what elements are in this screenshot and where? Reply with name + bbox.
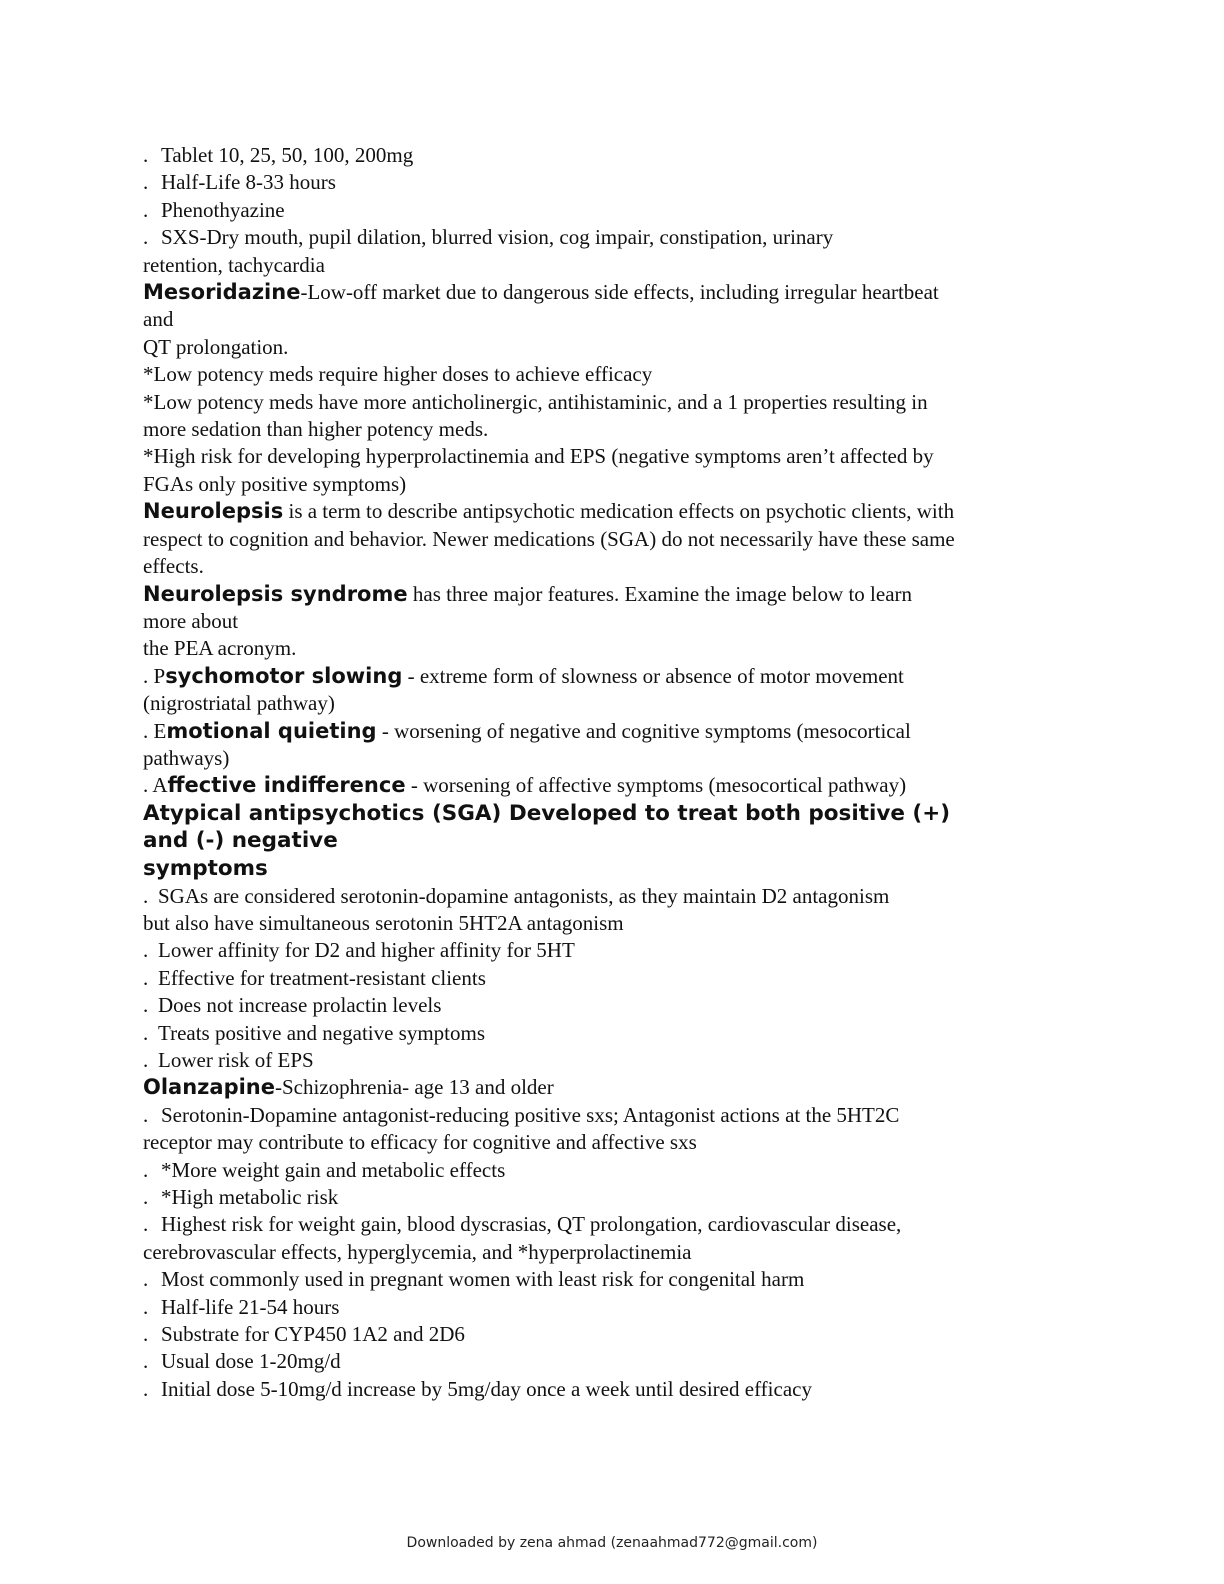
list-item-continuation: cerebrovascular effects, hyperglycemia, and *hyperprolactinemia bbox=[143, 1239, 692, 1264]
note-line: *Low potency meds have more anticholinergic, antihistaminic, and a 1 properties resulting in bbox=[143, 389, 928, 414]
list-item: . Highest risk for weight gain, blood dyscrasias, QT prolongation, cardiovascular disease, bbox=[143, 1212, 902, 1237]
sga-heading-line: and (-) negative bbox=[143, 828, 338, 854]
list-item-continuation: but also have simultaneous serotonin 5HT2A antagonism bbox=[143, 910, 624, 935]
paragraph-line: and bbox=[143, 307, 174, 332]
note-line: more sedation than higher potency meds. bbox=[143, 417, 489, 442]
note-line: *Low potency meds require higher doses to achieve efficacy bbox=[143, 362, 653, 387]
drug-term: Mesoridazine bbox=[143, 280, 301, 305]
list-item-continuation: receptor may contribute to efficacy for cognitive and affective sxs bbox=[143, 1130, 697, 1155]
sga-heading-line: symptoms bbox=[143, 855, 268, 881]
list-item: . SGAs are considered serotonin-dopamine antagonists, as they maintain D2 antagonism bbox=[143, 883, 890, 908]
drug-term: Olanzapine bbox=[143, 1075, 275, 1100]
list-item: . Serotonin-Dopamine antagonist-reducing positive sxs; Antagonist actions at the 5HT2C bbox=[143, 1102, 900, 1127]
olanzapine-paragraph: Olanzapine-Schizophrenia- age 13 and older bbox=[143, 1075, 554, 1100]
list-item: . Phenothyazine bbox=[143, 197, 285, 222]
document-body bbox=[143, 142, 1083, 1403]
term: Neurolepsis bbox=[143, 499, 284, 524]
list-item: . Substrate for CYP450 1A2 and 2D6 bbox=[143, 1322, 465, 1347]
pea-item-p: . Psychomotor slowing - extreme form of slowness or absence of motor movement bbox=[143, 663, 904, 688]
list-item: . Half-life 21-54 hours bbox=[143, 1294, 340, 1319]
list-item: . Most commonly used in pregnant women with least risk for congenital harm bbox=[143, 1267, 805, 1292]
paragraph-line: more about bbox=[143, 608, 239, 633]
note-line: FGAs only positive symptoms) bbox=[143, 471, 407, 496]
pea-item-e: . Emotional quieting - worsening of negative and cognitive symptoms (mesocortical bbox=[143, 718, 911, 743]
list-item: . SXS-Dry mouth, pupil dilation, blurred vision, cog impair, constipation, urinary bbox=[143, 225, 834, 250]
download-footer: Downloaded by zena ahmad (zenaahmad772@gmail.com) bbox=[406, 1535, 818, 1551]
list-item: . *High metabolic risk bbox=[143, 1185, 339, 1209]
syndrome-paragraph: Neurolepsis syndrome has three major features. Examine the image below to learn bbox=[143, 581, 913, 606]
paragraph-line: the PEA acronym. bbox=[143, 636, 297, 661]
paragraph-line: respect to cognition and behavior. Newer medications (SGA) do not necessarily have these same bbox=[143, 526, 955, 551]
pea-item-continuation: pathways) bbox=[143, 745, 230, 770]
paragraph-line: effects. bbox=[143, 554, 204, 579]
list-item: . Half-Life 8-33 hours bbox=[143, 170, 336, 195]
mesoridazine-paragraph: Mesoridazine-Low-off market due to dangerous side effects, including irregular heartbeat bbox=[143, 280, 939, 305]
list-item-continuation: retention, tachycardia bbox=[143, 252, 325, 277]
list-item: . *More weight gain and metabolic effects bbox=[143, 1157, 506, 1182]
sga-heading: Atypical antipsychotics (SGA) Developed to treat both positive (+) bbox=[143, 800, 951, 826]
list-item: . Usual dose 1-20mg/d bbox=[143, 1349, 341, 1374]
paragraph-line: QT prolongation. bbox=[143, 334, 289, 359]
list-item: . Treats positive and negative symptoms bbox=[143, 1020, 486, 1045]
pea-item-a: . Affective indifference - worsening of affective symptoms (mesocortical pathway) bbox=[143, 773, 907, 798]
list-item: . Lower risk of EPS bbox=[143, 1047, 314, 1072]
pea-item-continuation: (nigrostriatal pathway) bbox=[143, 691, 335, 716]
list-item: . Tablet 10, 25, 50, 100, 200mg bbox=[143, 143, 414, 167]
list-item: . Initial dose 5-10mg/d increase by 5mg/day once a week until desired efficacy bbox=[143, 1376, 812, 1401]
list-item: . Effective for treatment-resistant clients bbox=[143, 965, 486, 990]
term: Neurolepsis syndrome bbox=[143, 581, 408, 606]
neurolepsis-paragraph: Neurolepsis is a term to describe antipsychotic medication effects on psychotic clients, with bbox=[143, 499, 955, 524]
list-item: . Does not increase prolactin levels bbox=[143, 993, 442, 1018]
note-line: *High risk for developing hyperprolactinemia and EPS (negative symptoms aren’t affected by bbox=[143, 444, 934, 469]
list-item: . Lower affinity for D2 and higher affinity for 5HT bbox=[143, 938, 575, 963]
